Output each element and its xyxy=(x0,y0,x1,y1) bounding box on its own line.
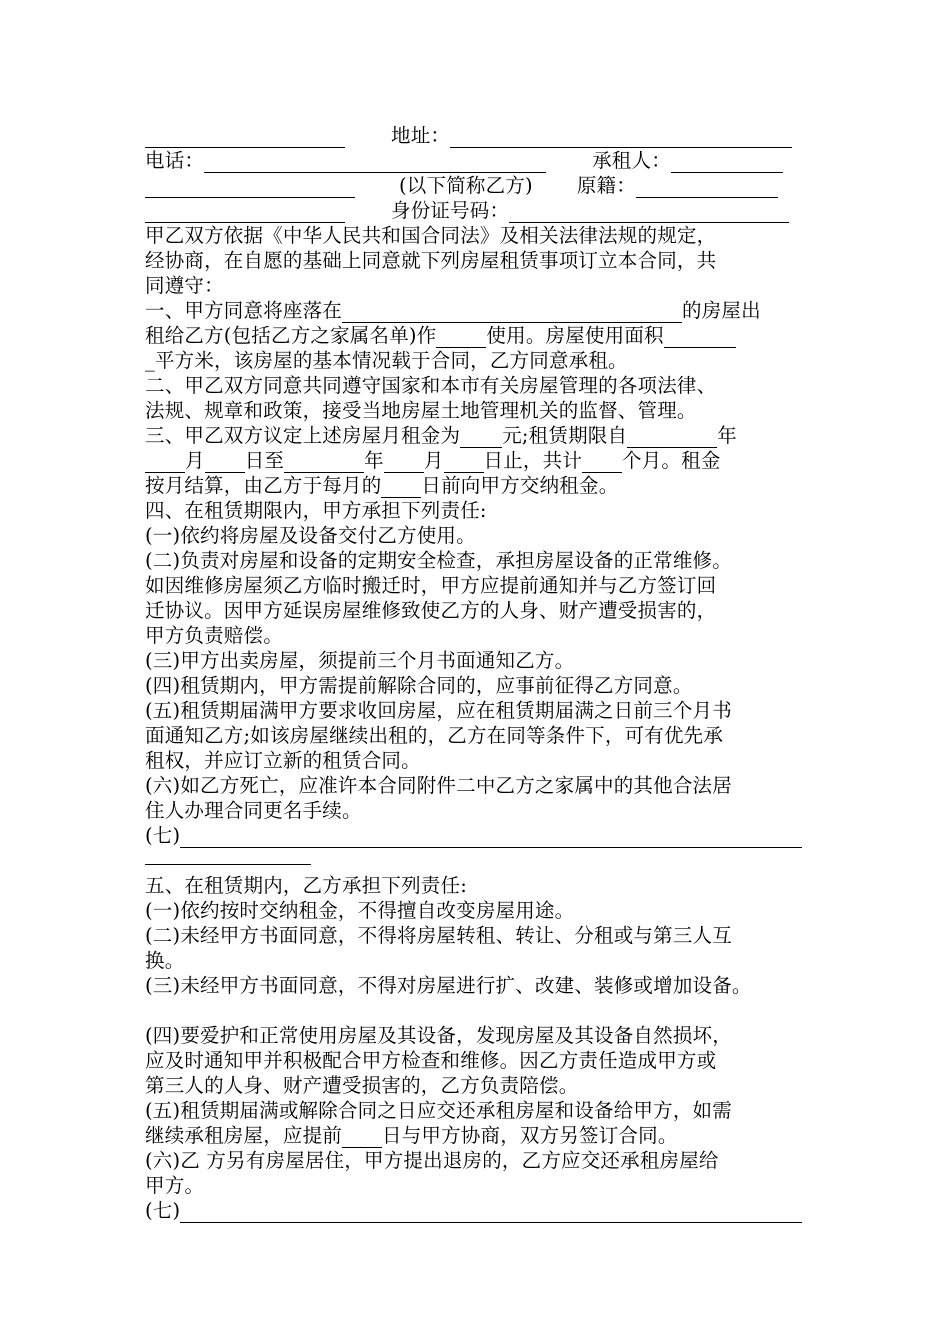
clause5-line: (四)要爱护和正常使用房屋及其设备，发现房屋及其设备自然损坏， xyxy=(145,1024,732,1047)
clause3-text: 三、甲乙双方议定上述房屋月租金为 xyxy=(145,424,461,447)
clause1-text: 使用。房屋使用面积 xyxy=(486,324,664,347)
clause2-line: 法规、规章和政策，接受当地房屋土地管理机关的监督、管理。 xyxy=(145,399,697,422)
clause4-line: 住人办理合同更名手续。 xyxy=(145,799,362,822)
clause1-line xyxy=(145,299,761,323)
clause3-text: 日止，共计 xyxy=(483,449,583,472)
clause3-text: 个月。租金 xyxy=(622,449,721,472)
blank-rule xyxy=(145,864,311,865)
intro-line: 经协商，在自愿的基础上同意就下列房屋租赁事项订立本合同，共 xyxy=(145,249,717,272)
clause4-line: (六)如乙方死亡，应准许本合同附件二中乙方之家属中的其他合法居 xyxy=(145,774,732,797)
clause4-line: 四、在租赁期限内，甲方承担下列责任: xyxy=(145,499,487,522)
clause5-line: 换。 xyxy=(145,949,185,972)
clause3-line xyxy=(145,474,618,498)
clause1-text: 租给乙方(包括乙方之家属名单)作 xyxy=(145,324,437,347)
header-line-address xyxy=(145,124,792,148)
clause5-line: (一)依约按时交纳租金，不得擅自改变房屋用途。 xyxy=(145,899,575,922)
clause3-text: 月 xyxy=(423,449,444,472)
header-line-phone xyxy=(145,149,783,173)
clause4-line: 面通知乙方;如该房屋继续出租的，乙方在同等条件下，可有优先承 xyxy=(145,724,724,747)
clause5-text: 日与甲方协商，双方另签订合同。 xyxy=(382,1124,678,1147)
clause4-line: (五)租赁期届满甲方要求收回房屋，应在租赁期届满之日前三个月书 xyxy=(145,699,732,722)
clause4-line-seven xyxy=(145,824,802,848)
clause1-text: 的房屋出 xyxy=(682,299,761,322)
clause3-text: 日前向甲方交纳租金。 xyxy=(421,474,619,497)
intro-line: 同遵守： xyxy=(145,274,224,297)
clause5-seven-label: (七) xyxy=(145,1199,181,1222)
clause3-text: 日至 xyxy=(244,449,285,472)
clause5-line: (五)租赁期届满或解除合同之日应交还承租房屋和设备给甲方，如需 xyxy=(145,1099,732,1122)
clause3-line xyxy=(145,449,721,473)
clause4-line: 如因维修房屋须乙方临时搬迁时，甲方应提前通知并与乙方签订回 xyxy=(145,574,717,597)
header-line-origin xyxy=(145,174,778,198)
clause5-line: 第三人的人身、财产遭受损害的，乙方负责陪偿。 xyxy=(145,1074,579,1097)
phone-label: 电话： xyxy=(145,149,205,172)
clause3-text: 按月结算，由乙方于每月的 xyxy=(145,474,382,497)
clause5-line: 甲方。 xyxy=(145,1174,205,1197)
abbr-label: (以下简称乙方) xyxy=(399,174,533,197)
clause3-text: 元;租赁期限自 xyxy=(502,424,628,447)
clause3-text: 年 xyxy=(364,449,384,472)
clause5-line: (二)未经甲方书面同意，不得将房屋转租、转让、分租或与第三人互 xyxy=(145,924,732,947)
clause3-text: 年 xyxy=(717,424,737,447)
clause1-text: 一、甲方同意将座落在 xyxy=(145,299,343,322)
header-line-id xyxy=(145,199,789,223)
id-label: 身份证号码： xyxy=(391,199,510,222)
clause5-line: 应及时通知甲并积极配合甲方检查和维修。因乙方责任造成甲方或 xyxy=(145,1049,717,1072)
clause4-line: (二)负责对房屋和设备的定期安全检查，承担房屋设备的正常维修。 xyxy=(145,549,732,572)
clause5-line: (六)乙 方另有房屋居住，甲方提出退房的，乙方应交还承租房屋给 xyxy=(145,1149,719,1172)
clause5-line: (三)未经甲方书面同意，不得对房屋进行扩、改建、装修或增加设备。 xyxy=(145,974,752,997)
address-label: 地址： xyxy=(391,124,451,147)
clause5-line xyxy=(145,1124,678,1148)
clause5-line-seven xyxy=(145,1199,802,1223)
clause4-line: 迁协议。因甲方延误房屋维修致使乙方的人身、财产遭受损害的， xyxy=(145,599,717,622)
clause1-line: _平方米，该房屋的基本情况载于合同，乙方同意承租。 xyxy=(145,349,628,372)
clause1-line xyxy=(145,324,736,348)
clause5-line: 五、在租赁期内，乙方承担下列责任: xyxy=(145,874,467,897)
intro-line: 甲乙双方依据《中华人民共和国合同法》及相关法律法规的规定， xyxy=(145,224,717,247)
clause3-text: 月 xyxy=(185,449,205,472)
clause4-line: (三)甲方出卖房屋，须提前三个月书面通知乙方。 xyxy=(145,649,575,672)
clause3-line xyxy=(145,424,737,448)
origin-label: 原籍： xyxy=(576,174,636,197)
clause4-line: (四)租赁期内，甲方需提前解除合同的，应事前征得乙方同意。 xyxy=(145,674,693,697)
lessee-label: 承租人： xyxy=(592,149,671,172)
clause4-line: 甲方负责赔偿。 xyxy=(145,624,283,647)
clause2-line: 二、甲乙双方同意共同遵守国家和本市有关房屋管理的各项法律、 xyxy=(145,374,717,397)
clause5-text: 继续承租房屋，应提前 xyxy=(145,1124,343,1147)
clause4-seven-label: (七) xyxy=(145,824,181,847)
clause4-line: 租权，并应订立新的租赁合同。 xyxy=(145,749,421,772)
clause4-line: (一)依约将房屋及设备交付乙方使用。 xyxy=(145,524,476,547)
